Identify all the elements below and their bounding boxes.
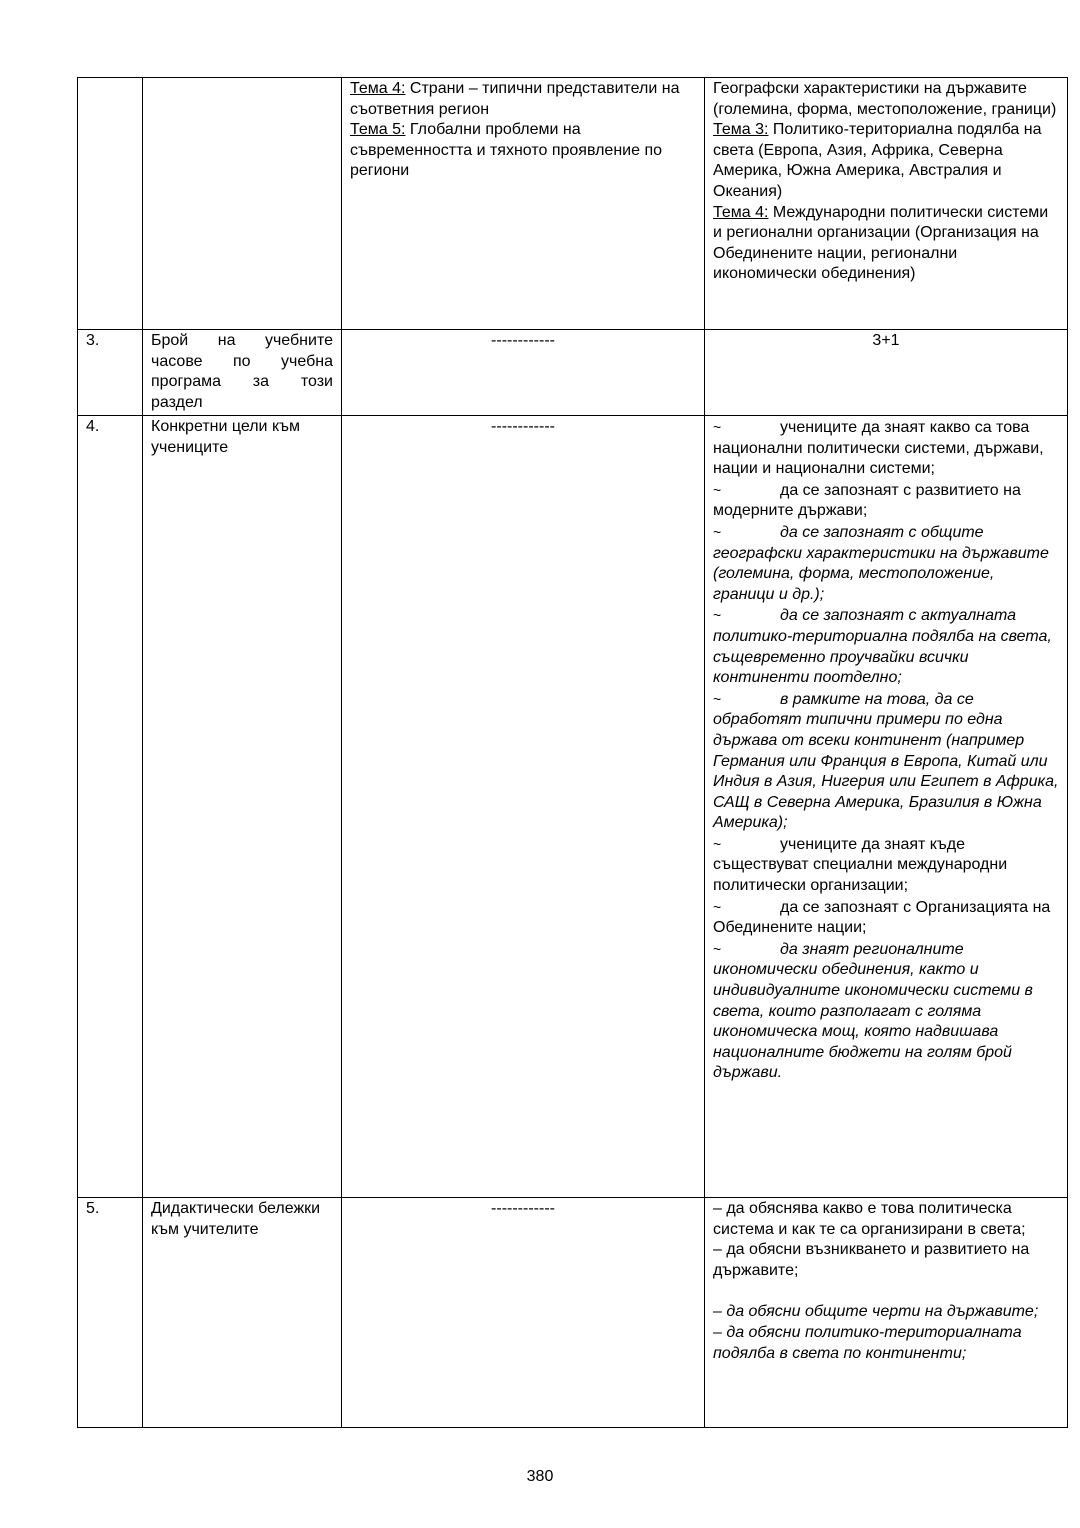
topic-label: Тема 4: bbox=[350, 80, 406, 97]
topic-text: Страни – типични представители на съответния регион bbox=[350, 80, 680, 118]
tilde-bullet-icon: ~ bbox=[713, 607, 722, 624]
cell-label bbox=[143, 78, 342, 330]
goal-item bbox=[713, 939, 1059, 1084]
cell-col3: ------------ bbox=[342, 1198, 705, 1428]
cell-col4 bbox=[705, 78, 1068, 330]
cell-label: Конкретни цели към учениците bbox=[143, 416, 342, 1198]
tilde-bullet-icon: ~ bbox=[713, 690, 722, 707]
table-row-continuation bbox=[78, 78, 1068, 330]
note-item: – да обясни общите черти на държавите; bbox=[713, 1303, 1039, 1321]
topic-text: Глобални проблеми на съвременността и тяхното проявление по региони bbox=[350, 121, 663, 180]
topic-label: Тема 4: bbox=[713, 203, 769, 221]
table-row-4 bbox=[78, 416, 1068, 1198]
topic-intro: Географски характеристики на държавите (големина, форма, местоположение, граници) bbox=[713, 80, 1057, 118]
topic-line bbox=[713, 203, 1059, 285]
goal-text: да се запознаят с актуалната политико-териториална подялба на света, същевременно проучвайки всички континенти поотделно; bbox=[713, 607, 1052, 687]
cell-label: Брой на учебните часове по учебна програма за този раздел bbox=[143, 330, 342, 416]
note-item: – да обясни политико-териториалната подялба в света по континенти; bbox=[713, 1323, 1022, 1362]
goal-item bbox=[713, 897, 1059, 939]
goal-item bbox=[713, 522, 1059, 605]
goal-text: учениците да знаят къде съществуват специални международни политически организации; bbox=[713, 835, 1008, 895]
topic-label: Тема 5: bbox=[350, 121, 406, 139]
cell-col4 bbox=[705, 416, 1068, 1198]
goal-item bbox=[713, 480, 1059, 522]
spacer bbox=[713, 1281, 1059, 1302]
topic-line bbox=[350, 120, 696, 182]
tilde-bullet-icon: ~ bbox=[713, 419, 722, 435]
curriculum-table bbox=[77, 77, 1068, 1428]
goal-text: да се запознаят с развитието на модерните държави; bbox=[713, 481, 1021, 520]
topic-line bbox=[350, 79, 696, 120]
cell-num: 3. bbox=[78, 330, 143, 416]
cell-col3: ------------ bbox=[342, 416, 705, 1198]
topic-line bbox=[713, 120, 1059, 202]
goal-text: да се запознаят с общите географски характеристики на държавите (големина, форма, местоположение, граници и др.); bbox=[713, 523, 1049, 603]
table-row-5 bbox=[78, 1198, 1068, 1428]
cell-col4: 3+1 bbox=[705, 330, 1068, 416]
cell-col4 bbox=[705, 1198, 1068, 1428]
tilde-bullet-icon: ~ bbox=[713, 940, 722, 957]
cell-col3 bbox=[342, 78, 705, 330]
topic-label: Тема 3: bbox=[713, 121, 769, 139]
tilde-bullet-icon: ~ bbox=[713, 481, 722, 498]
goal-item bbox=[713, 689, 1059, 834]
cell-col3: ------------ bbox=[342, 330, 705, 416]
tilde-bullet-icon: ~ bbox=[713, 835, 722, 852]
topic-text: Политико-териториална подялба на света (Европа, Азия, Африка, Северна Америка, Южна Америка, Австралия и Океания) bbox=[713, 121, 1042, 200]
goal-text: в рамките на това, да се обработят типични примери по една държава от всеки континент (например Германия или Франция в Европа, Китай или Индия в Азия, Нигерия или Египет в Африка, САЩ в Северна Америка, Бразилия в Южна Америка); bbox=[713, 690, 1059, 832]
goal-item bbox=[713, 834, 1059, 897]
goal-text: да знаят регионалните икономически обединения, както и индивидуалните икономически системи в света, които разполагат с голяма икономическа мощ, която надвишава националните бюджети на голям брой държави. bbox=[713, 940, 1033, 1082]
cell-label: Дидактически бележки към учителите bbox=[143, 1198, 342, 1428]
cell-num bbox=[78, 78, 143, 330]
note-item: – да обяснява какво е това политическа система и как те са организирани в света; bbox=[713, 1200, 1026, 1238]
tilde-bullet-icon: ~ bbox=[713, 898, 722, 915]
note-item: – да обясни възникването и развитието на държавите; bbox=[713, 1241, 1030, 1279]
table-row-3 bbox=[78, 330, 1068, 416]
cell-num: 5. bbox=[78, 1198, 143, 1428]
goal-item bbox=[713, 417, 1059, 480]
cell-num: 4. bbox=[78, 416, 143, 1198]
goal-item bbox=[713, 605, 1059, 688]
page-number: 380 bbox=[526, 1468, 554, 1485]
goal-text: да се запознаят с Организацията на Обединените нации; bbox=[713, 898, 1051, 937]
goal-text: учениците да знаят какво са това национални политически системи, държави, нации и национални системи; bbox=[713, 419, 1044, 478]
tilde-bullet-icon: ~ bbox=[713, 523, 722, 540]
topic-text: Международни политически системи и регионални организации (Организация на Обединените нации, регионални икономически обединения) bbox=[713, 203, 1049, 283]
